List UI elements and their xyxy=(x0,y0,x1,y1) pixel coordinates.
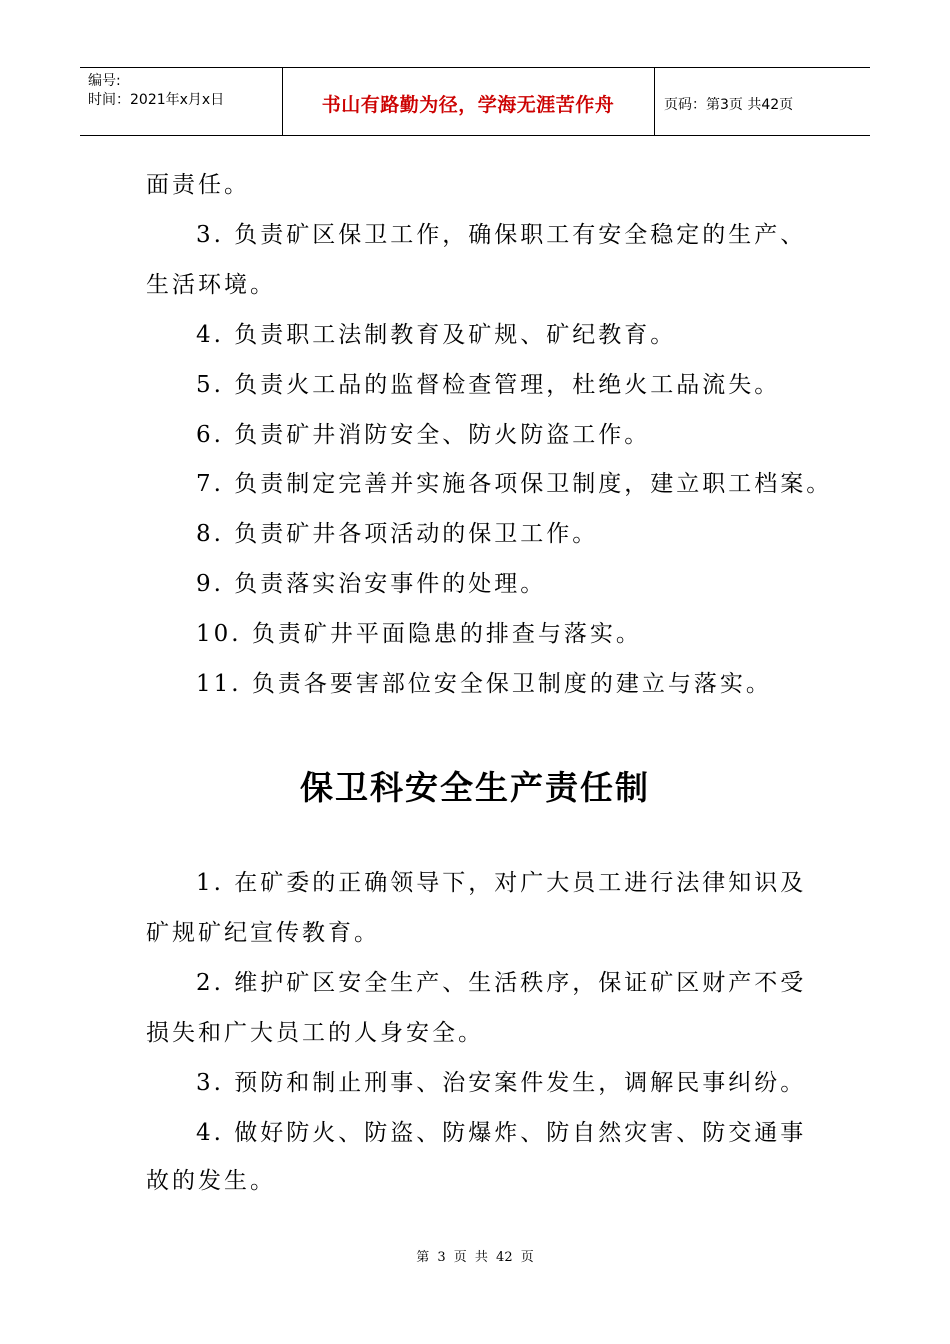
body-line: 2. 维护矿区安全生产、生活秩序，保证矿区财产不受 xyxy=(196,970,807,996)
body-line: 损失和广大员工的人身安全。 xyxy=(146,1020,484,1046)
section-title: 保卫科安全生产责任制 xyxy=(300,768,650,807)
body-line: 故的发生。 xyxy=(146,1168,276,1194)
body-line: 6. 负责矿井消防安全、防火防盗工作。 xyxy=(196,422,651,448)
body-line: 5. 负责火工品的监督检查管理，杜绝火工品流失。 xyxy=(196,372,781,398)
body-line: 1. 在矿委的正确领导下，对广大员工进行法律知识及 xyxy=(196,870,807,896)
body-line: 面责任。 xyxy=(146,172,250,198)
body-line: 生活环境。 xyxy=(146,272,276,298)
header-top-rule xyxy=(80,67,870,68)
body-line: 9. 负责落实治安事件的处理。 xyxy=(196,571,547,597)
body-line: 4. 做好防火、防盗、防爆炸、防自然灾害、防交通事 xyxy=(196,1120,807,1146)
body-line: 7. 负责制定完善并实施各项保卫制度，建立职工档案。 xyxy=(196,471,833,497)
header-meta xyxy=(88,72,224,110)
body-line: 3. 预防和制止刑事、治安案件发生，调解民事纠纷。 xyxy=(196,1070,807,1096)
body-line: 矿规矿纪宣传教育。 xyxy=(146,920,380,946)
header-number-label: 编号: xyxy=(88,73,121,89)
header-time-label: 时间：2021年x月x日 xyxy=(88,92,225,108)
body-line: 11. 负责各要害部位安全保卫制度的建立与落实。 xyxy=(196,671,772,697)
body-line: 8. 负责矿井各项活动的保卫工作。 xyxy=(196,521,599,547)
body-line: 3. 负责矿区保卫工作，确保职工有安全稳定的生产、 xyxy=(196,222,807,248)
body-line: 4. 负责职工法制教育及矿规、矿纪教育。 xyxy=(196,322,677,348)
header-page-info: 页码：第3页 共42页 xyxy=(664,97,794,113)
header-bottom-rule xyxy=(80,135,870,136)
page-footer: 第 3 页 共 42 页 xyxy=(416,1250,534,1265)
header-divider-right xyxy=(654,67,655,135)
body-line: 10. 负责矿井平面隐患的排查与落实。 xyxy=(196,621,642,647)
header-motto: 书山有路勤为径，学海无涯苦作舟 xyxy=(321,94,615,116)
